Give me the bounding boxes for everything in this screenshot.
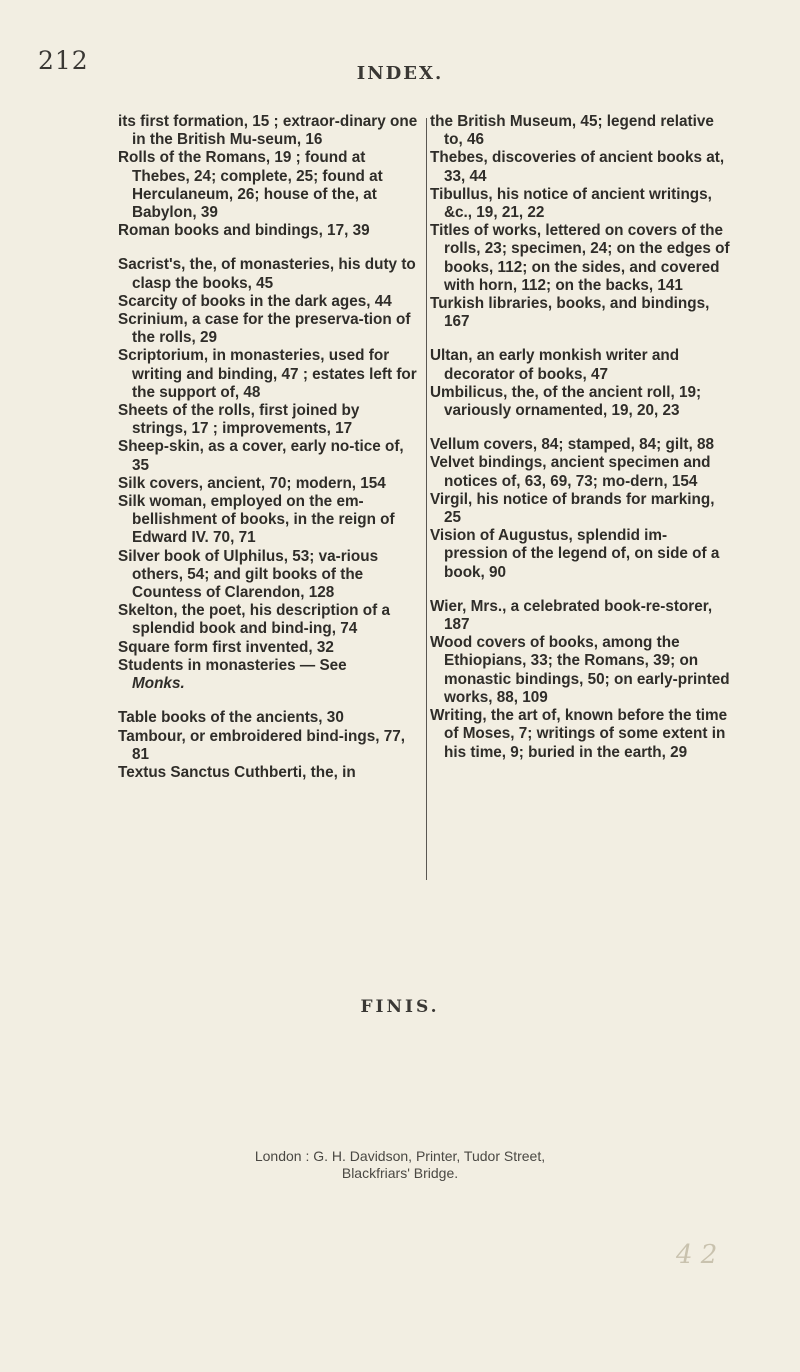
index-entry: Turkish libraries, books, and bindings, 167 xyxy=(430,295,710,331)
index-entry: Umbilicus, the, of the ancient roll, 19; variously ornamented, 19, 20, 23 xyxy=(430,383,702,420)
index-column-right xyxy=(430,113,730,762)
running-title: INDEX. xyxy=(356,63,444,84)
handwritten-mark: 4 2 xyxy=(676,1240,718,1270)
index-entry: Ultan, an early monkish writer and decorator of books, 47 xyxy=(430,347,680,383)
see-reference-text: Monks. xyxy=(132,675,185,693)
index-entry: Roman books and bindings, 17, 39 xyxy=(118,222,370,240)
finis-heading: FINIS. xyxy=(360,997,440,1017)
index-entry: Sacrist's, the, of monasteries, his duty to clasp the books, 45 xyxy=(118,256,416,292)
index-entry: Tambour, or embroidered bind-ings, 77, 81 xyxy=(118,727,405,763)
index-entry: Silver book of Ulphilus, 53; va-rious others, 54; and gilt books of the Countess of Clarendon, 128 xyxy=(118,547,379,602)
page-number: 212 xyxy=(38,46,89,75)
index-entry: Table books of the ancients, 30 xyxy=(118,709,344,727)
index-entry: Tibullus, his notice of ancient writings, &c., 19, 21, 22 xyxy=(430,185,712,222)
see-reference xyxy=(118,675,418,693)
index-entry: Vision of Augustus, splendid im-pression of the legend of, on side of a book, 90 xyxy=(430,527,720,581)
index-entry: Sheep-skin, as a cover, early no-tice of, 35 xyxy=(118,438,404,474)
index-entry: Skelton, the poet, his description of a splendid book and bind-ing, 74 xyxy=(118,602,390,638)
index-entry: Students in monasteries — See xyxy=(118,656,347,674)
index-entry: Wier, Mrs., a celebrated book-re-storer, 187 xyxy=(430,597,713,634)
index-entry: Thebes, discoveries of ancient books at, 33, 44 xyxy=(430,149,725,185)
index-entry: Sheets of the rolls, first joined by strings, 17 ; improvements, 17 xyxy=(118,402,360,438)
index-entry: Silk woman, employed on the em-bellishment of books, in the reign of Edward IV. 70, 71 xyxy=(118,493,395,547)
column-divider xyxy=(426,118,427,880)
printer-imprint xyxy=(0,1148,800,1182)
index-entry: Silk covers, ancient, 70; modern, 154 xyxy=(118,474,386,492)
index-entry: its first formation, 15 ; extraor-dinary one in the British Mu-seum, 16 xyxy=(118,113,418,149)
index-entry: Writing, the art of, known before the time of Moses, 7; writings of some extent in his time, 9; buried in the earth, 29 xyxy=(430,707,728,761)
index-entry: Wood covers of books, among the Ethiopians, 33; the Romans, 39; on monastic bindings, 50; on early-printed works, 88, 109 xyxy=(430,634,730,706)
imprint-line-1: London : G. H. Davidson, Printer, Tudor Street, xyxy=(254,1148,546,1164)
index-entry: Square form first invented, 32 xyxy=(118,638,334,656)
index-column-left xyxy=(118,113,418,782)
index-entry: Scriptorium, in monasteries, used for writing and binding, 47 ; estates left for the support of, 48 xyxy=(118,347,417,401)
index-entry: Vellum covers, 84; stamped, 84; gilt, 88 xyxy=(430,436,714,454)
index-entry: the British Museum, 45; legend relative to, 46 xyxy=(430,113,714,149)
index-entry: Textus Sanctus Cuthberti, the, in xyxy=(118,763,356,781)
imprint-line-2: Blackfriars' Bridge. xyxy=(341,1165,459,1181)
index-entry: Virgil, his notice of brands for marking, 25 xyxy=(430,490,715,527)
index-entry: Scrinium, a case for the preserva-tion of the rolls, 29 xyxy=(118,311,411,347)
index-entry: Scarcity of books in the dark ages, 44 xyxy=(118,292,392,310)
index-entry: Rolls of the Romans, 19 ; found at Thebes, 24; complete, 25; found at Herculaneum, 26; house of the, at Babylon, 39 xyxy=(118,149,383,222)
index-entry: Velvet bindings, ancient specimen and notices of, 63, 69, 73; mo-dern, 154 xyxy=(430,454,711,490)
index-entry: Titles of works, lettered on covers of the rolls, 23; specimen, 24; on the edges of books, 112; on the sides, and covered with horn, 112; on the backs, 141 xyxy=(430,222,730,294)
